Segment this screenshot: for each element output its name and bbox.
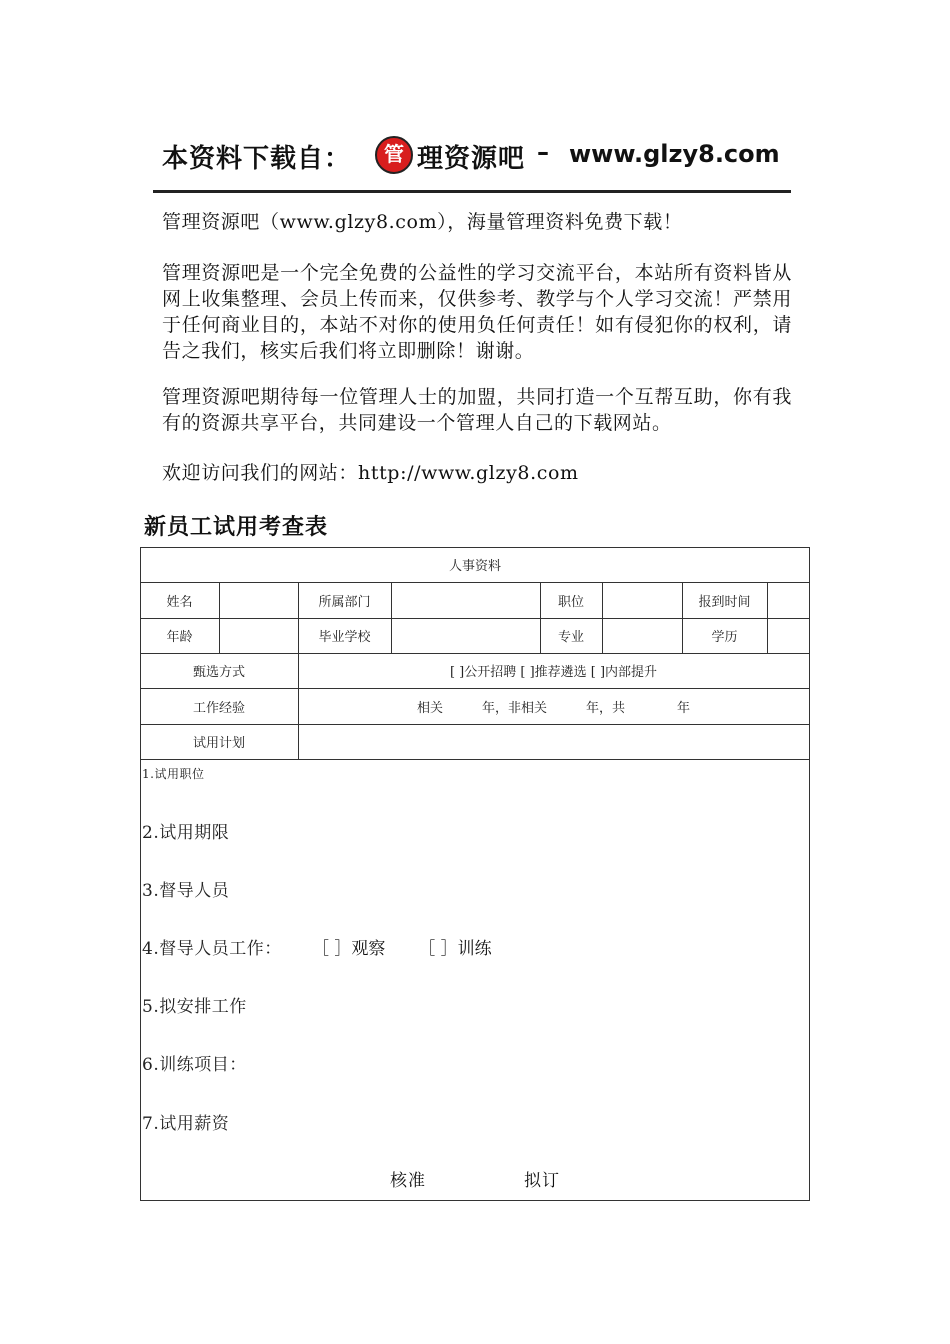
plan-item-trial-period: 2.试用期限 xyxy=(142,823,230,843)
field-school[interactable] xyxy=(391,618,540,653)
field-education[interactable] xyxy=(767,618,809,653)
intro-paragraph-4: 欢迎访问我们的网站：http://www.glzy8.com xyxy=(162,462,579,484)
label-school: 毕业学校 xyxy=(318,630,371,645)
banner-dash: – xyxy=(537,138,549,166)
label-department: 所属部门 xyxy=(318,594,371,610)
label-name: 姓名 xyxy=(166,594,193,610)
label-education: 学历 xyxy=(711,630,738,645)
supervisor-work-options xyxy=(312,934,492,959)
form-title: 新员工试用考查表 xyxy=(144,515,329,540)
table-border-right xyxy=(809,547,810,1201)
work-experience-field[interactable]: 相关 年，非相关 年，共 年 xyxy=(416,700,690,716)
banner-url[interactable]: www.glzy8.com xyxy=(569,140,780,168)
signature-draft: 拟订 xyxy=(524,1171,560,1191)
signature-approve: 核准 xyxy=(390,1171,426,1191)
intro-paragraph-3: 管理资源吧期待每一位管理人士的加盟，共同打造一个互帮互助，你有我有的资源共享平台，共同建设一个管理人自己的下载网站。 xyxy=(162,386,792,434)
label-report-date: 报到时间 xyxy=(698,594,751,610)
table-border-bottom xyxy=(140,1200,810,1201)
row-line xyxy=(140,759,810,760)
field-name[interactable] xyxy=(219,582,298,618)
download-banner xyxy=(157,134,797,178)
field-position[interactable] xyxy=(602,582,682,618)
field-department[interactable] xyxy=(391,582,540,618)
plan-item-supervisor: 3.督导人员 xyxy=(142,881,230,901)
section-personnel-header: 人事资料 xyxy=(448,559,501,574)
glzy-logo-icon: 管 xyxy=(375,136,413,174)
label-selection-method: 甄选方式 xyxy=(192,665,245,680)
plan-item-trial-salary: 7.试用薪资 xyxy=(142,1114,230,1134)
label-position: 职位 xyxy=(557,594,584,610)
plan-item-trial-position: 1.试用职位 xyxy=(142,767,205,781)
banner-site-name: 理资源吧 xyxy=(417,144,526,174)
intro-paragraph-1: 管理资源吧（www.glzy8.com），海量管理资料免费下载！ xyxy=(162,211,683,233)
intro-paragraph-2: 管理资源吧是一个完全免费的公益性的学习交流平台，本站所有资料皆从网上收集整理、会员上传而来，仅供参考、教学与个人学习交流！严禁用于任何商业目的，本站不对你的使用负任何责任！如有侵犯你的权利，请告之我们，核实后我们将立即删除！谢谢。 xyxy=(162,262,792,362)
field-report-date[interactable] xyxy=(767,582,809,618)
field-major[interactable] xyxy=(602,618,682,653)
selection-method-options[interactable]: [ ]公开招聘 [ ]推荐遴选 [ ]内部提升 xyxy=(449,665,658,680)
label-age: 年龄 xyxy=(166,630,193,645)
label-major: 专业 xyxy=(557,630,584,645)
banner-prefix: 本资料下载自： xyxy=(162,144,352,174)
plan-item-supervisor-work: 4.督导人员工作： xyxy=(142,939,282,959)
field-trial-plan[interactable] xyxy=(298,724,809,759)
plan-item-training-items: 6.训练项目： xyxy=(142,1055,247,1075)
field-age[interactable] xyxy=(219,618,298,653)
plan-item-planned-work: 5.拟安排工作 xyxy=(142,997,247,1017)
label-work-experience: 工作经验 xyxy=(192,700,245,716)
label-trial-plan: 试用计划 xyxy=(192,736,245,751)
banner-divider xyxy=(153,190,791,193)
option-train-checkbox[interactable]: ［ ］训练 xyxy=(418,939,492,959)
option-observe-checkbox[interactable]: ［ ］观察 xyxy=(312,939,386,959)
